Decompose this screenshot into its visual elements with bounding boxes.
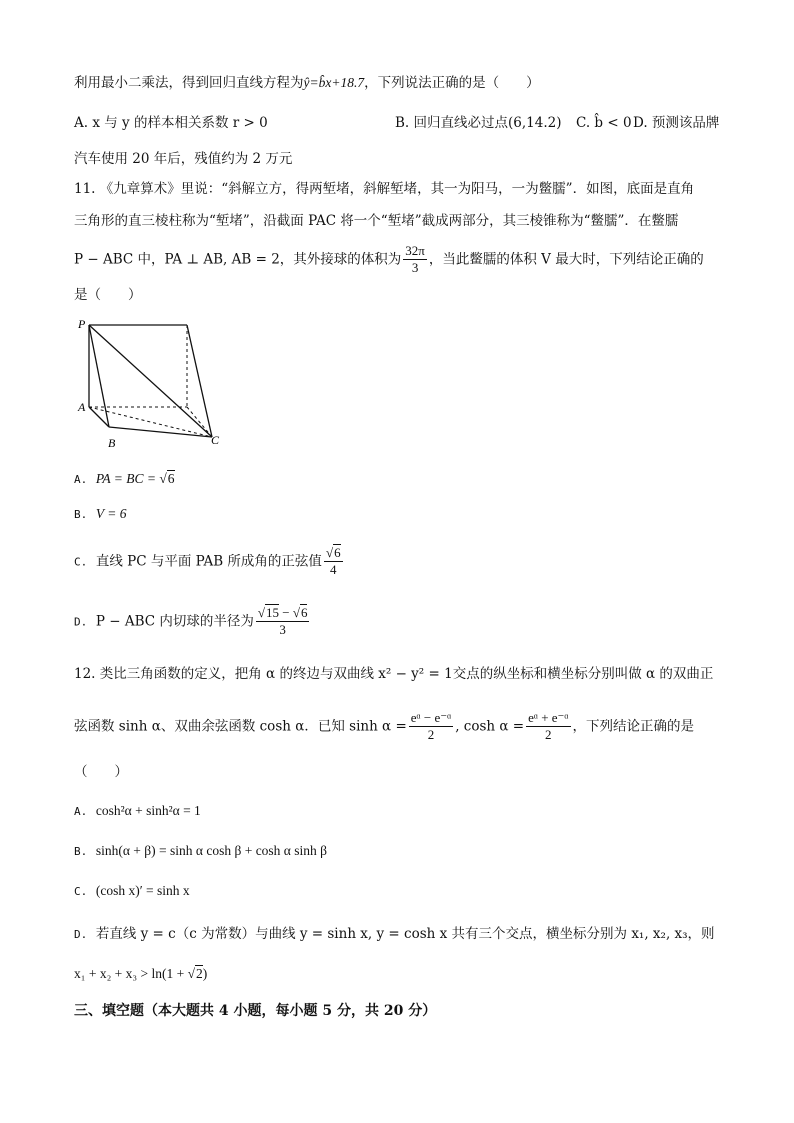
label-p: P [78, 317, 86, 331]
q11-option-a: A. PA = BC = √6 [74, 471, 175, 486]
q10-option-b: B. 回归直线必过点(6,14.2) [395, 115, 562, 131]
q12-option-d-cont: x₁ + x₂ + x₃ > ln(1 + √2) [74, 966, 208, 981]
q12-line-2: 弦函数 sinh α、双曲余弦函数 cosh α．已知 sinh α = $\frac{\text{eᵅ − e⁻ᵅ}}{2}$ , cosh α = $\frac{\text{eᵅ + e⁻ᵅ}}{2}$ ，下列结论正确的是 [74, 710, 694, 743]
q11-option-b: B. V = 6 [74, 506, 127, 521]
label-b: B [108, 436, 116, 450]
q10-option-c: C. b̂ < 0 [576, 115, 632, 131]
q11-line-3: P − ABC 中，PA ⊥ AB, AB = 2，其外接球的体积为 $\frac{32\pi}{3}$ ，当此鳖臑的体积 V 最大时，下列结论正确的 [74, 243, 704, 276]
q11-line-4: 是（ ） [74, 287, 142, 303]
q12-option-c: C. (cosh x)′ = sinh x [74, 883, 190, 898]
q10-option-d-cont: 汽车使用 20 年后，残值约为 2 万元 [74, 151, 293, 167]
q12-line-3: （ ） [74, 764, 128, 780]
q12-option-d: D. 若直线 y = c（c 为常数）与曲线 y = sinh x, y = cosh x 共有三个交点，横坐标分别为 x₁, x₂, x₃，则 [74, 926, 715, 942]
q12-option-a: A. cosh²α + sinh²α = 1 [74, 803, 201, 818]
q12-line-1: 12. 类比三角函数的定义，把角 α 的终边与双曲线 x² − y² = 1交点的纵坐标和横坐标分别叫做 α 的双曲正 [74, 666, 714, 682]
q12-option-b: B. sinh(α + β) = sinh α cosh β + cosh α sinh β [74, 843, 328, 858]
label-a: A [78, 400, 86, 414]
prism-figure [74, 315, 234, 455]
q11-line-1: 11. 《九章算术》里说：“斜解立方，得两堑堵，斜解堑堵，其一为阳马，一为鳖臑”．如图，底面是直角 [74, 181, 695, 197]
q11-option-c: C. 直线 PC 与平面 PAB 所成角的正弦值 $\frac{√6}{4}$ [74, 545, 341, 578]
volume-fraction: $\frac{32\pi}{3}$ [405, 243, 425, 276]
q10-option-d: D. 预测该品牌 [633, 115, 720, 131]
label-c: C [211, 433, 220, 447]
q11-option-d: D. P − ABC 内切球的半径为 $\frac{√15 - √6}{3}$ [74, 605, 308, 638]
q11-line-2: 三角形的直三棱柱称为“堑堵”，沿截面 PAC 将一个“堑堵”截成两部分，其三棱锥称为“鳖臑”．在鳖臑 [74, 213, 679, 229]
q10-stem: 利用最小二乘法，得到回归直线方程为ŷ=b̂x+18.7，下列说法正确的是（ ） [74, 75, 540, 91]
section-3-heading: 三、填空题（本大题共 4 小题，每小题 5 分，共 20 分） [74, 1003, 437, 1019]
q10-option-a: A. x 与 y 的样本相关系数 r > 0 [74, 115, 268, 131]
